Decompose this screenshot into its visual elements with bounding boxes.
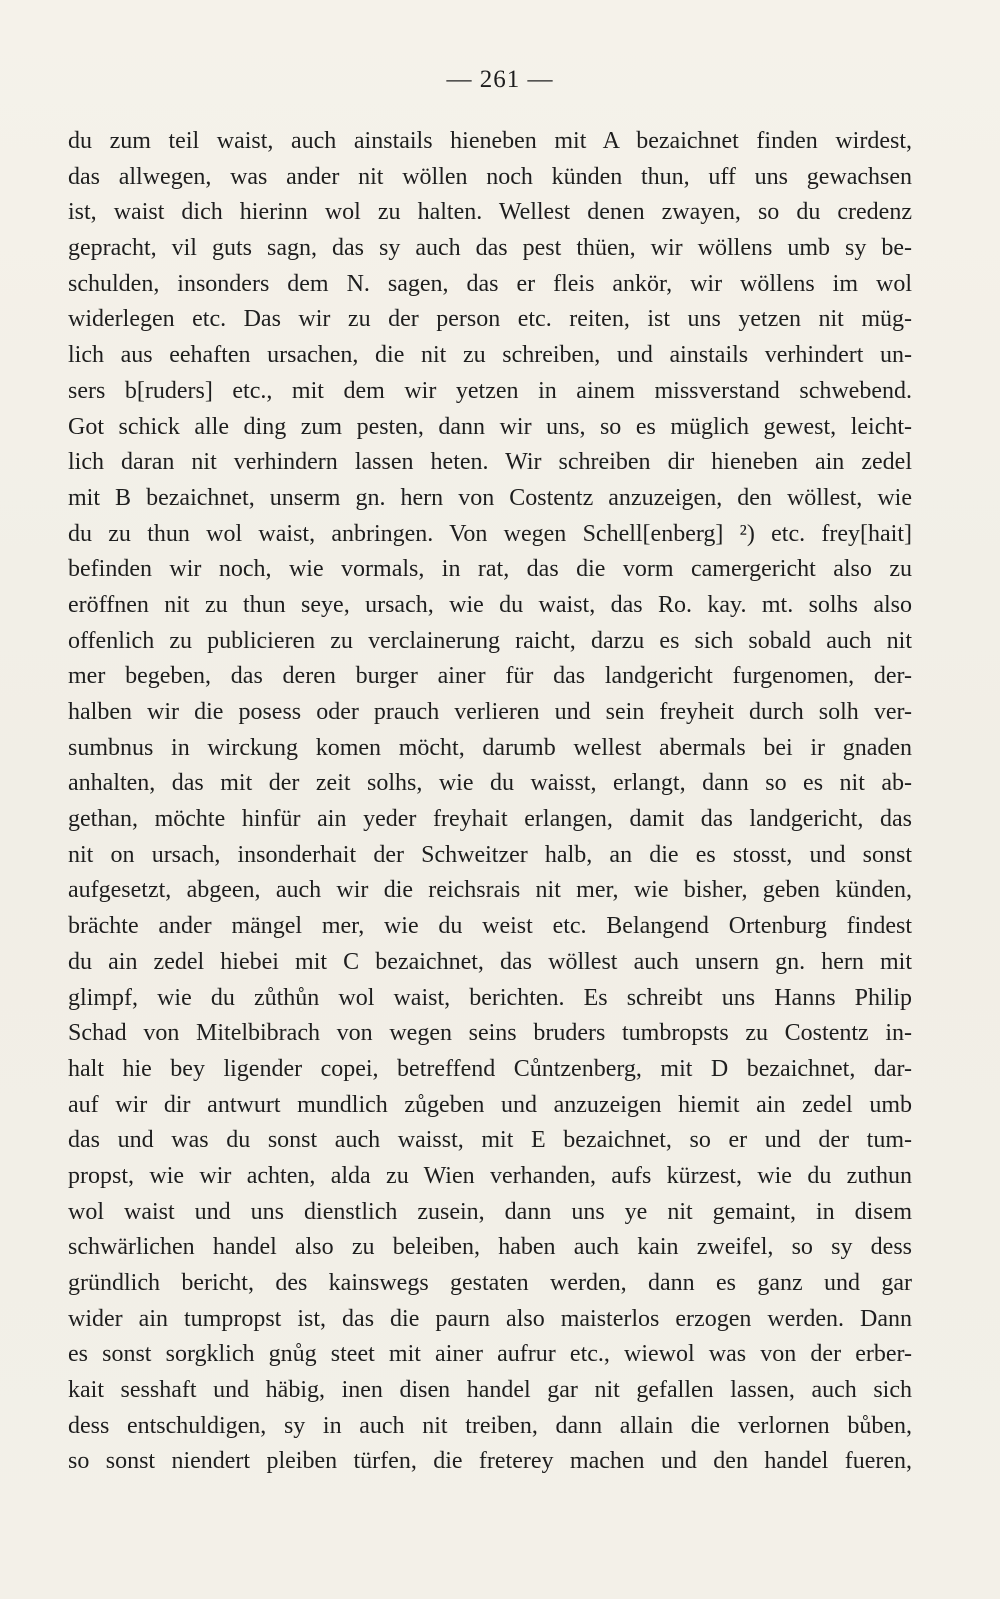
text-line: halben wir die posess oder prauch verlieren und sein freyheit durch solh ver- <box>68 699 912 725</box>
text-line: ist, waist dich hierinn wol zu halten. Wellest denen zwayen, so du credenz <box>68 199 912 226</box>
text-line: Schad von Mitelbibrach von wegen seins bruders tumbropsts zu Costentz in- <box>68 1020 912 1047</box>
text-line: sers b[ruders] etc., mit dem wir yetzen in ainem missverstand schwebend. <box>68 377 912 404</box>
text-line: schwärlichen handel also zu beleiben, haben auch kain zweifel, so sy dess <box>68 1234 912 1261</box>
text-line: nit on ursach, insonderhait der Schweitzer halb, an die es stosst, und sonst <box>68 841 912 868</box>
text-line: so sonst niendert pleiben türfen, die freterey machen und den handel fueren, <box>68 1448 912 1475</box>
text-line: dess entschuldigen, sy in auch nit treiben, dann allain die verlornen bůben, <box>68 1412 912 1439</box>
text-line: anhalten, das mit der zeit solhs, wie du waisst, erlangt, dann so es nit ab- <box>68 770 912 797</box>
text-line: befinden wir noch, wie vormals, in rat, das die vorm camergericht also zu <box>68 556 912 583</box>
text-line: lich daran nit verhindern lassen heten. Wir schreiben dir hieneben ain zedel <box>68 449 912 476</box>
text-line: kait sesshaft und häbig, inen disen handel gar nit gefallen lassen, auch sich <box>68 1377 912 1404</box>
text-line: propst, wie wir achten, alda zu Wien verhanden, aufs kürzest, wie du zuthun <box>68 1162 912 1189</box>
text-line: lich aus eehaften ursachen, die nit zu schreiben, und ainstails verhindert un- <box>68 342 912 369</box>
text-line: offenlich zu publicieren zu verclainerung raicht, darzu es sich sobald auch nit <box>68 627 912 654</box>
text-line: halt hie bey ligender copei, betreffend Cůntzenberg, mit D bezaichnet, dar- <box>68 1055 912 1082</box>
text-line: du zum teil waist, auch ainstails hieneben mit A bezaichnet finden wirdest, <box>68 128 912 154</box>
text-line: du zu thun wol waist, anbringen. Von wegen Schell[enberg] ²) etc. frey[hait] <box>68 520 912 547</box>
text-line: gethan, möchte hinfür ain yeder freyhait erlangen, damit das landgericht, das <box>68 806 912 833</box>
text-line: gründlich bericht, des kainswegs gestaten werden, dann es ganz und gar <box>68 1270 912 1296</box>
body-text <box>68 124 912 1480</box>
text-line: es sonst sorgklich gnůg steet mit ainer aufrur etc., wiewol was von der erber- <box>68 1341 912 1368</box>
text-line: du ain zedel hiebei mit C bezaichnet, das wöllest auch unsern gn. hern mit <box>68 948 912 975</box>
text-line: das und was du sonst auch waisst, mit E bezaichnet, so er und der tum- <box>68 1127 912 1154</box>
text-line: eröffnen nit zu thun seye, ursach, wie du waist, das Ro. kay. mt. solhs also <box>68 591 912 618</box>
text-line: auf wir dir antwurt mundlich zůgeben und anzuzeigen hiemit ain zedel umb <box>68 1091 912 1118</box>
text-line: glimpf, wie du zůthůn wol waist, berichten. Es schreibt uns Hanns Philip <box>68 984 912 1011</box>
text-line: das allwegen, was ander nit wöllen noch künden thun, uff uns gewachsen <box>68 163 912 190</box>
text-line: aufgesetzt, abgeen, auch wir die reichsrais nit mer, wie bisher, geben künden, <box>68 877 912 904</box>
text-line: mer begeben, das deren burger ainer für das landgericht furgenomen, der- <box>68 663 912 690</box>
text-line: schulden, insonders dem N. sagen, das er fleis ankör, wir wöllens im wol <box>68 270 912 297</box>
text-line: sumbnus in wirckung komen möcht, darumb wellest abermals bei ir gnaden <box>68 734 912 761</box>
text-line: wol waist und uns dienstlich zusein, dann uns ye nit gemaint, in disem <box>68 1198 912 1225</box>
text-line: Got schick alle ding zum pesten, dann wir uns, so es müglich gewest, leicht- <box>68 413 912 440</box>
page-number: — 261 — <box>446 66 554 93</box>
text-line: mit B bezaichnet, unserm gn. hern von Costentz anzuzeigen, den wöllest, wie <box>68 484 912 511</box>
text-line: wider ain tumpropst ist, das die paurn also maisterlos erzogen werden. Dann <box>68 1305 912 1332</box>
text-line: gepracht, vil guts sagn, das sy auch das pest thüen, wir wöllens umb sy be- <box>68 235 912 262</box>
text-line: widerlegen etc. Das wir zu der person etc. reiten, ist uns yetzen nit müg- <box>68 306 912 333</box>
text-line: brächte ander mängel mer, wie du weist etc. Belangend Ortenburg findest <box>68 913 912 940</box>
